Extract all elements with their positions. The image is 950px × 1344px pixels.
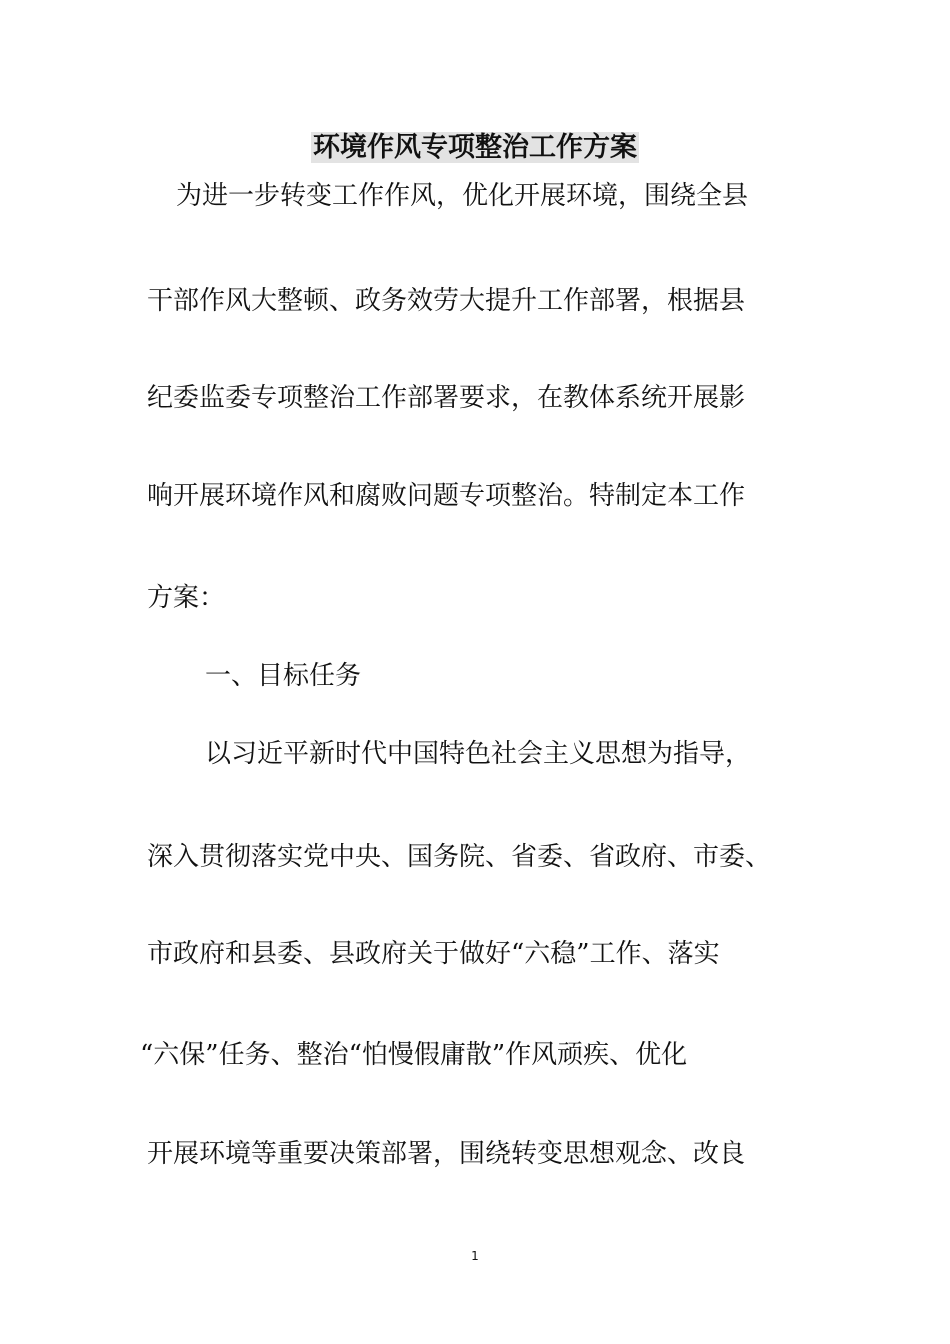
paragraph-line: 开展环境等重要决策部署，围绕转变思想观念、改良 — [147, 1139, 746, 1169]
paragraph-line: 纪委监委专项整治工作部署要求，在教体系统开展影 — [147, 383, 746, 413]
paragraph-line: 响开展环境作风和腐败问题专项整治。特制定本工作 — [147, 481, 746, 511]
paragraph-line: 干部作风大整顿、政务效劳大提升工作部署，根据县 — [147, 286, 746, 316]
paragraph-line: 深入贯彻落实党中央、国务院、省委、省政府、市委、 — [147, 842, 772, 872]
section-heading: 一、目标任务 — [205, 661, 362, 691]
page-title-text: 环境作风专项整治工作方案 — [313, 132, 637, 163]
paragraph-line: 为进一步转变工作作风，优化开展环境，围绕全县 — [176, 181, 749, 211]
paragraph-line: 以习近平新时代中国特色社会主义思想为指导， — [205, 739, 752, 769]
paragraph-line: “六保”任务、整治“怕慢假庸散”作风顽疾、优化 — [140, 1040, 688, 1070]
page-title — [0, 128, 950, 168]
page-number: 1 — [471, 1249, 479, 1263]
paragraph-line: 市政府和县委、县政府关于做好“六稳”工作、落实 — [147, 939, 720, 969]
paragraph-line: 方案： — [147, 583, 226, 613]
